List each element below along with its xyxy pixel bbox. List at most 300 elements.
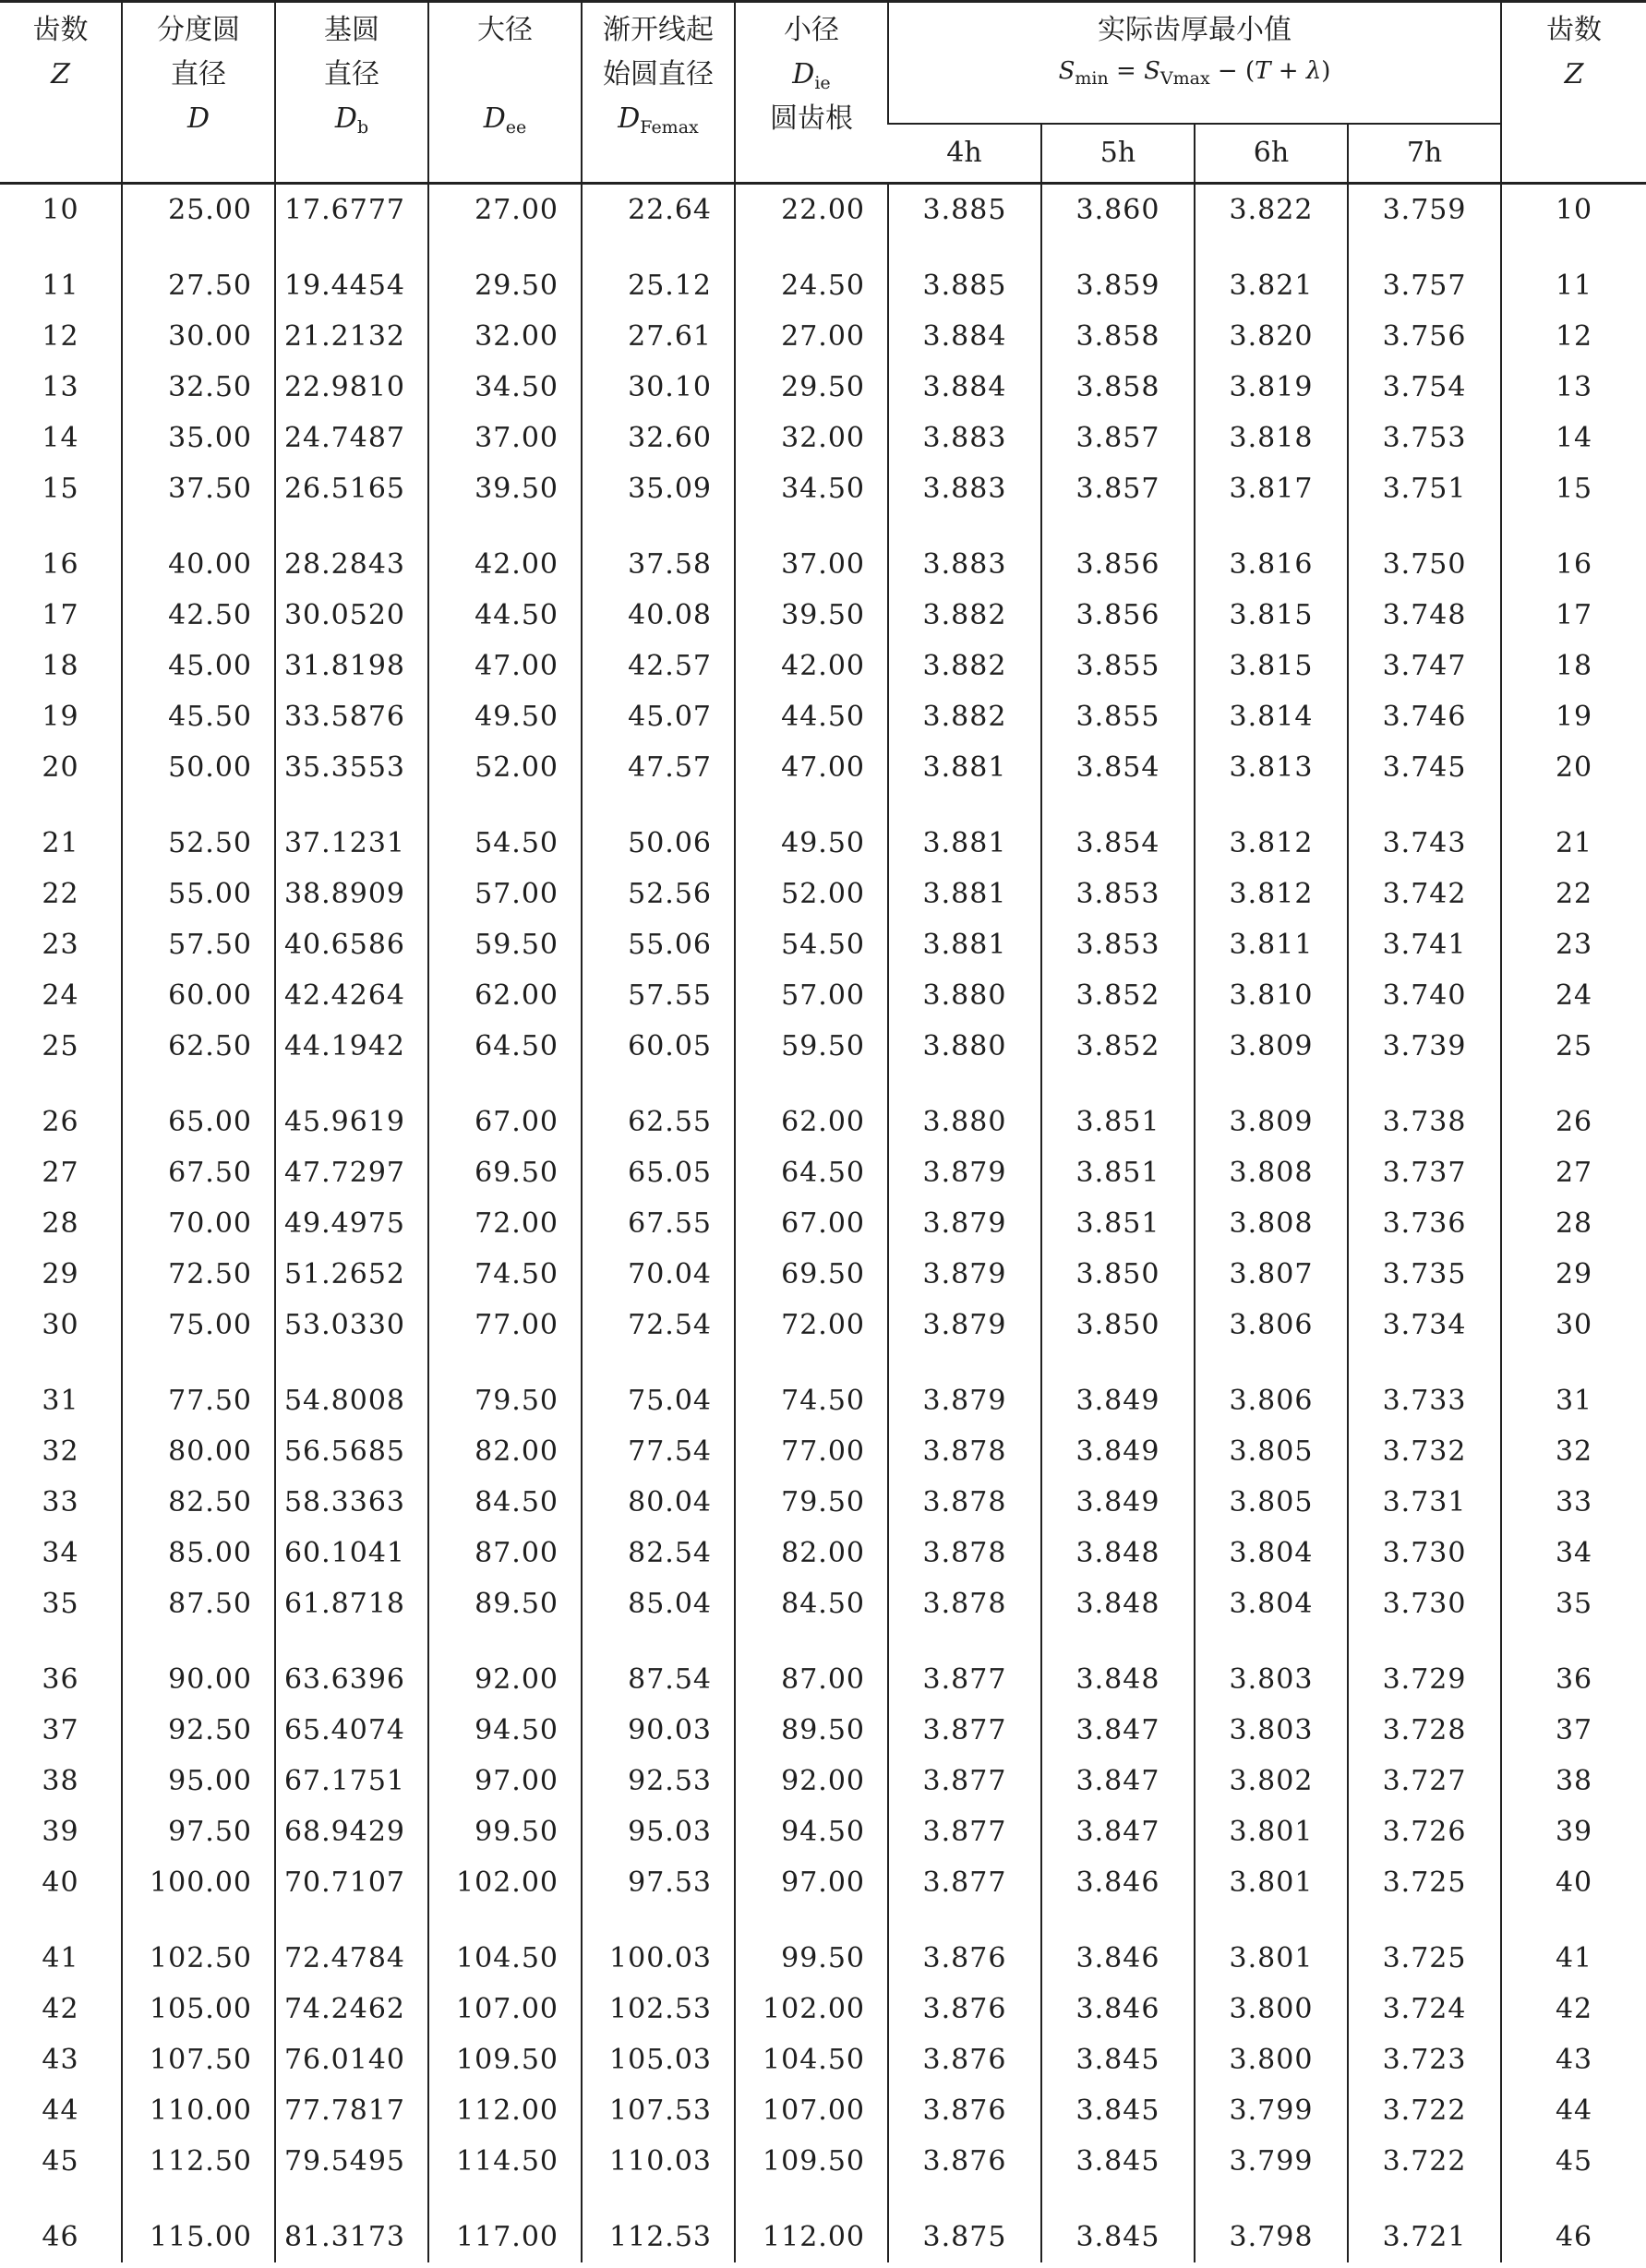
cell-pitch-diameter: 30.00 [122,311,275,362]
cell-smin-7h: 3.738 [1348,1072,1501,1147]
cell-teeth-count: 40 [42,1866,79,1899]
cell-smin-5h: 3.849 [1041,1477,1195,1528]
cell-pitch-diameter: 52.50 [122,793,275,869]
cell-involute-start-diameter: 45.07 [582,691,735,742]
cell-pitch-diameter: 32.50 [122,362,275,413]
cell-smin-7h: 3.742 [1348,869,1501,919]
cell-major-diameter: 99.50 [428,1806,582,1857]
cell-smin-6h: 3.805 [1195,1477,1348,1528]
cell-major-diameter: 29.50 [428,235,582,311]
cell-major-diameter: 64.50 [428,1021,582,1072]
cell-smin-6h: 3.812 [1195,793,1348,869]
cell-smin-4h: 3.877 [888,1806,1041,1857]
cell-teeth-count-right: 23 [1501,919,1646,970]
cell-major-diameter: 39.50 [428,463,582,514]
cell-pitch-diameter: 115.00 [122,2187,275,2262]
cell-smin-7h: 3.753 [1348,413,1501,463]
cell-teeth-count: 27 [42,1157,79,1189]
cell-base-diameter: 65.4074 [275,1705,428,1756]
cell-smin-6h: 3.801 [1195,1908,1348,1984]
cell-pitch-diameter: 27.50 [122,235,275,311]
cell-smin-7h: 3.729 [1348,1629,1501,1705]
table-row [0,970,1646,1021]
cell-involute-start-diameter: 52.56 [582,869,735,919]
cell-teeth-count-right: 34 [1501,1528,1646,1578]
cell-minor-diameter: 22.00 [735,184,888,236]
cell-teeth-count-right: 33 [1501,1477,1646,1528]
cell-pitch-diameter: 112.50 [122,2136,275,2187]
cell-teeth-count-right: 18 [1501,641,1646,691]
table-row [0,1300,1646,1350]
cell-smin-6h: 3.806 [1195,1300,1348,1350]
header-involute-start-diameter: 渐开线起 始圆直径 $D_{Femax}$ [582,2,735,184]
cell-smin-6h: 3.799 [1195,2136,1348,2187]
cell-smin-6h: 3.803 [1195,1629,1348,1705]
cell-major-diameter: 47.00 [428,641,582,691]
cell-smin-6h: 3.809 [1195,1072,1348,1147]
cell-minor-diameter: 84.50 [735,1578,888,1629]
cell-smin-7h: 3.740 [1348,970,1501,1021]
cell-teeth-count-right: 37 [1501,1705,1646,1756]
cell-minor-diameter: 47.00 [735,742,888,793]
table-row [0,1477,1646,1528]
cell-teeth-count-right: 31 [1501,1350,1646,1426]
cell-teeth-count: 42 [42,1993,79,2025]
cell-smin-5h: 3.845 [1041,2085,1195,2136]
cell-pitch-diameter: 85.00 [122,1528,275,1578]
cell-smin-5h: 3.847 [1041,1756,1195,1806]
cell-smin-4h: 3.881 [888,869,1041,919]
cell-smin-6h: 3.816 [1195,514,1348,590]
cell-smin-4h: 3.876 [888,2034,1041,2085]
table-row [0,311,1646,362]
cell-teeth-count-right: 13 [1501,362,1646,413]
cell-base-diameter: 56.5685 [275,1426,428,1477]
cell-smin-6h: 3.807 [1195,1249,1348,1300]
cell-smin-4h: 3.881 [888,919,1041,970]
table-row [0,2034,1646,2085]
cell-smin-5h: 3.859 [1041,235,1195,311]
cell-major-diameter: 49.50 [428,691,582,742]
cell-smin-7h: 3.739 [1348,1021,1501,1072]
cell-base-diameter: 30.0520 [275,590,428,641]
cell-minor-diameter: 94.50 [735,1806,888,1857]
cell-involute-start-diameter: 97.53 [582,1857,735,1908]
cell-teeth-count: 14 [42,422,79,454]
cell-pitch-diameter: 67.50 [122,1147,275,1198]
cell-involute-start-diameter: 37.58 [582,514,735,590]
cell-smin-7h: 3.725 [1348,1857,1501,1908]
cell-smin-5h: 3.849 [1041,1426,1195,1477]
cell-base-diameter: 22.9810 [275,362,428,413]
table-row [0,1350,1646,1426]
cell-involute-start-diameter: 42.57 [582,641,735,691]
cell-teeth-count-right: 26 [1501,1072,1646,1147]
cell-major-diameter: 37.00 [428,413,582,463]
cell-teeth-count-right: 36 [1501,1629,1646,1705]
cell-major-diameter: 84.50 [428,1477,582,1528]
cell-smin-4h: 3.877 [888,1756,1041,1806]
cell-teeth-count: 22 [42,878,79,910]
cell-minor-diameter: 107.00 [735,2085,888,2136]
cell-smin-4h: 3.882 [888,590,1041,641]
cell-minor-diameter: 89.50 [735,1705,888,1756]
cell-smin-5h: 3.846 [1041,1984,1195,2034]
cell-base-diameter: 61.8718 [275,1578,428,1629]
cell-smin-4h: 3.883 [888,463,1041,514]
cell-major-diameter: 27.00 [428,184,582,236]
cell-base-diameter: 67.1751 [275,1756,428,1806]
cell-smin-6h: 3.799 [1195,2085,1348,2136]
cell-involute-start-diameter: 57.55 [582,970,735,1021]
cell-teeth-count: 37 [42,1714,79,1746]
cell-minor-diameter: 27.00 [735,311,888,362]
cell-base-diameter: 45.9619 [275,1072,428,1147]
cell-teeth-count-right: 29 [1501,1249,1646,1300]
cell-teeth-count: 18 [42,650,79,682]
cell-smin-5h: 3.846 [1041,1857,1195,1908]
cell-teeth-count: 16 [42,548,79,581]
cell-teeth-count-right: 32 [1501,1426,1646,1477]
cell-minor-diameter: 79.50 [735,1477,888,1528]
cell-minor-diameter: 24.50 [735,235,888,311]
table-row [0,514,1646,590]
cell-smin-4h: 3.878 [888,1578,1041,1629]
cell-base-diameter: 60.1041 [275,1528,428,1578]
cell-minor-diameter: 42.00 [735,641,888,691]
cell-pitch-diameter: 95.00 [122,1756,275,1806]
cell-pitch-diameter: 75.00 [122,1300,275,1350]
cell-involute-start-diameter: 107.53 [582,2085,735,2136]
table-row [0,793,1646,869]
cell-smin-4h: 3.880 [888,1021,1041,1072]
table-row [0,1072,1646,1147]
cell-pitch-diameter: 50.00 [122,742,275,793]
cell-smin-5h: 3.858 [1041,311,1195,362]
cell-pitch-diameter: 72.50 [122,1249,275,1300]
cell-base-diameter: 21.2132 [275,311,428,362]
cell-smin-5h: 3.853 [1041,919,1195,970]
cell-minor-diameter: 52.00 [735,869,888,919]
cell-smin-4h: 3.877 [888,1705,1041,1756]
cell-base-diameter: 77.7817 [275,2085,428,2136]
cell-teeth-count-right: 28 [1501,1198,1646,1249]
cell-smin-4h: 3.879 [888,1350,1041,1426]
cell-involute-start-diameter: 105.03 [582,2034,735,2085]
table-row [0,1629,1646,1705]
cell-teeth-count: 38 [42,1765,79,1797]
cell-major-diameter: 107.00 [428,1984,582,2034]
cell-base-diameter: 35.3553 [275,742,428,793]
cell-involute-start-diameter: 47.57 [582,742,735,793]
cell-base-diameter: 37.1231 [275,793,428,869]
cell-teeth-count-right: 15 [1501,463,1646,514]
cell-pitch-diameter: 42.50 [122,590,275,641]
cell-teeth-count: 43 [42,2044,79,2076]
cell-smin-5h: 3.851 [1041,1147,1195,1198]
cell-base-diameter: 28.2843 [275,514,428,590]
table-row [0,1857,1646,1908]
cell-teeth-count-right: 42 [1501,1984,1646,2034]
cell-smin-5h: 3.852 [1041,1021,1195,1072]
cell-smin-7h: 3.733 [1348,1350,1501,1426]
cell-pitch-diameter: 107.50 [122,2034,275,2085]
cell-smin-4h: 3.877 [888,1629,1041,1705]
cell-pitch-diameter: 110.00 [122,2085,275,2136]
cell-involute-start-diameter: 65.05 [582,1147,735,1198]
cell-minor-diameter: 37.00 [735,514,888,590]
cell-minor-diameter: 104.50 [735,2034,888,2085]
cell-teeth-count-right: 19 [1501,691,1646,742]
table-row [0,691,1646,742]
cell-involute-start-diameter: 27.61 [582,311,735,362]
cell-base-diameter: 38.8909 [275,869,428,919]
table-row [0,184,1646,236]
cell-teeth-count-right: 45 [1501,2136,1646,2187]
cell-smin-4h: 3.884 [888,362,1041,413]
cell-pitch-diameter: 90.00 [122,1629,275,1705]
cell-smin-5h: 3.845 [1041,2034,1195,2085]
cell-involute-start-diameter: 100.03 [582,1908,735,1984]
cell-base-diameter: 70.7107 [275,1857,428,1908]
cell-pitch-diameter: 65.00 [122,1072,275,1147]
cell-smin-5h: 3.857 [1041,463,1195,514]
cell-smin-5h: 3.846 [1041,1908,1195,1984]
header-minor-diameter: 小径 $D_{ie}$ 圆齿根 [735,2,888,184]
cell-smin-5h: 3.851 [1041,1072,1195,1147]
cell-smin-4h: 3.876 [888,1908,1041,1984]
cell-major-diameter: 79.50 [428,1350,582,1426]
cell-smin-5h: 3.848 [1041,1528,1195,1578]
cell-base-diameter: 53.0330 [275,1300,428,1350]
cell-pitch-diameter: 55.00 [122,869,275,919]
cell-smin-7h: 3.727 [1348,1756,1501,1806]
cell-major-diameter: 112.00 [428,2085,582,2136]
cell-teeth-count: 30 [42,1309,79,1341]
cell-smin-4h: 3.881 [888,742,1041,793]
cell-pitch-diameter: 92.50 [122,1705,275,1756]
cell-major-diameter: 94.50 [428,1705,582,1756]
table-row [0,590,1646,641]
table-row [0,1806,1646,1857]
cell-smin-6h: 3.804 [1195,1528,1348,1578]
cell-smin-5h: 3.850 [1041,1249,1195,1300]
cell-smin-7h: 3.722 [1348,2085,1501,2136]
cell-pitch-diameter: 62.50 [122,1021,275,1072]
cell-teeth-count-right: 10 [1501,184,1646,236]
cell-smin-4h: 3.879 [888,1300,1041,1350]
cell-pitch-diameter: 102.50 [122,1908,275,1984]
table-row [0,2085,1646,2136]
cell-minor-diameter: 97.00 [735,1857,888,1908]
cell-involute-start-diameter: 70.04 [582,1249,735,1300]
cell-smin-4h: 3.885 [888,184,1041,236]
cell-major-diameter: 67.00 [428,1072,582,1147]
cell-teeth-count-right: 24 [1501,970,1646,1021]
cell-smin-6h: 3.808 [1195,1147,1348,1198]
cell-teeth-count: 45 [42,2145,79,2178]
table-row [0,413,1646,463]
cell-smin-6h: 3.800 [1195,1984,1348,2034]
cell-pitch-diameter: 45.50 [122,691,275,742]
cell-pitch-diameter: 60.00 [122,970,275,1021]
cell-base-diameter: 54.8008 [275,1350,428,1426]
cell-base-diameter: 68.9429 [275,1806,428,1857]
cell-pitch-diameter: 57.50 [122,919,275,970]
table-row [0,463,1646,514]
cell-teeth-count: 12 [42,320,79,353]
cell-teeth-count: 15 [42,473,79,505]
cell-smin-5h: 3.852 [1041,970,1195,1021]
cell-teeth-count-right: 21 [1501,793,1646,869]
cell-minor-diameter: 32.00 [735,413,888,463]
cell-smin-4h: 3.880 [888,1072,1041,1147]
cell-teeth-count-right: 38 [1501,1756,1646,1806]
cell-teeth-count-right: 41 [1501,1908,1646,1984]
cell-smin-7h: 3.741 [1348,919,1501,970]
cell-minor-diameter: 29.50 [735,362,888,413]
table-header [0,2,1646,184]
cell-smin-6h: 3.820 [1195,311,1348,362]
cell-base-diameter: 47.7297 [275,1147,428,1198]
cell-minor-diameter: 69.50 [735,1249,888,1300]
cell-teeth-count: 13 [42,371,79,403]
cell-involute-start-diameter: 90.03 [582,1705,735,1756]
cell-major-diameter: 109.50 [428,2034,582,2085]
cell-major-diameter: 72.00 [428,1198,582,1249]
cell-base-diameter: 33.5876 [275,691,428,742]
cell-smin-4h: 3.879 [888,1198,1041,1249]
cell-minor-diameter: 59.50 [735,1021,888,1072]
table-row [0,1705,1646,1756]
header-grade-4h: 4h [888,124,1041,184]
header-grade-6h: 6h [1195,124,1348,184]
cell-smin-4h: 3.876 [888,2136,1041,2187]
cell-major-diameter: 62.00 [428,970,582,1021]
cell-teeth-count: 20 [42,751,79,784]
cell-smin-7h: 3.743 [1348,793,1501,869]
cell-pitch-diameter: 37.50 [122,463,275,514]
cell-base-diameter: 63.6396 [275,1629,428,1705]
cell-minor-diameter: 67.00 [735,1198,888,1249]
cell-involute-start-diameter: 85.04 [582,1578,735,1629]
cell-smin-5h: 3.860 [1041,184,1195,236]
cell-smin-4h: 3.883 [888,413,1041,463]
cell-smin-4h: 3.878 [888,1528,1041,1578]
cell-smin-6h: 3.809 [1195,1021,1348,1072]
cell-smin-5h: 3.845 [1041,2187,1195,2262]
cell-smin-5h: 3.857 [1041,413,1195,463]
cell-teeth-count-right: 16 [1501,514,1646,590]
cell-teeth-count: 23 [42,929,79,961]
cell-smin-6h: 3.818 [1195,413,1348,463]
cell-base-diameter: 17.6777 [275,184,428,236]
cell-smin-4h: 3.882 [888,691,1041,742]
cell-smin-5h: 3.854 [1041,742,1195,793]
cell-major-diameter: 57.00 [428,869,582,919]
cell-teeth-count: 46 [42,2221,79,2253]
cell-smin-5h: 3.847 [1041,1806,1195,1857]
cell-teeth-count: 25 [42,1030,79,1062]
table-row [0,742,1646,793]
table-row [0,362,1646,413]
cell-teeth-count-right: 20 [1501,742,1646,793]
table-row [0,1578,1646,1629]
cell-smin-7h: 3.748 [1348,590,1501,641]
cell-smin-7h: 3.731 [1348,1477,1501,1528]
cell-smin-4h: 3.883 [888,514,1041,590]
cell-teeth-count: 21 [42,827,79,859]
cell-major-diameter: 69.50 [428,1147,582,1198]
table-row [0,1426,1646,1477]
cell-teeth-count-right: 30 [1501,1300,1646,1350]
table-row [0,1198,1646,1249]
cell-smin-7h: 3.756 [1348,311,1501,362]
header-pitch-diameter: 分度圆 直径 D [122,2,275,184]
cell-teeth-count-right: 12 [1501,311,1646,362]
cell-smin-7h: 3.745 [1348,742,1501,793]
cell-smin-5h: 3.850 [1041,1300,1195,1350]
cell-teeth-count: 17 [42,599,79,631]
cell-pitch-diameter: 80.00 [122,1426,275,1477]
cell-smin-5h: 3.849 [1041,1350,1195,1426]
cell-minor-diameter: 62.00 [735,1072,888,1147]
cell-smin-7h: 3.735 [1348,1249,1501,1300]
cell-minor-diameter: 82.00 [735,1528,888,1578]
cell-teeth-count: 39 [42,1816,79,1848]
cell-pitch-diameter: 87.50 [122,1578,275,1629]
cell-smin-7h: 3.726 [1348,1806,1501,1857]
cell-base-diameter: 76.0140 [275,2034,428,2085]
cell-base-diameter: 79.5495 [275,2136,428,2187]
cell-minor-diameter: 102.00 [735,1984,888,2034]
cell-base-diameter: 24.7487 [275,413,428,463]
cell-smin-5h: 3.847 [1041,1705,1195,1756]
header-major-diameter: 大径 $D_{ee}$ [428,2,582,184]
table-row [0,2136,1646,2187]
cell-teeth-count: 10 [42,194,79,226]
cell-smin-7h: 3.730 [1348,1528,1501,1578]
table-row [0,235,1646,311]
cell-involute-start-diameter: 32.60 [582,413,735,463]
cell-smin-6h: 3.806 [1195,1350,1348,1426]
cell-smin-4h: 3.879 [888,1249,1041,1300]
cell-smin-7h: 3.737 [1348,1147,1501,1198]
cell-smin-6h: 3.813 [1195,742,1348,793]
cell-major-diameter: 59.50 [428,919,582,970]
cell-minor-diameter: 109.50 [735,2136,888,2187]
cell-smin-6h: 3.805 [1195,1426,1348,1477]
cell-minor-diameter: 34.50 [735,463,888,514]
cell-smin-7h: 3.751 [1348,463,1501,514]
cell-smin-6h: 3.815 [1195,641,1348,691]
cell-smin-6h: 3.803 [1195,1705,1348,1756]
cell-minor-diameter: 77.00 [735,1426,888,1477]
cell-teeth-count-right: 46 [1501,2187,1646,2262]
cell-base-diameter: 42.4264 [275,970,428,1021]
cell-smin-5h: 3.856 [1041,590,1195,641]
cell-major-diameter: 87.00 [428,1528,582,1578]
cell-base-diameter: 81.3173 [275,2187,428,2262]
cell-teeth-count-right: 25 [1501,1021,1646,1072]
cell-major-diameter: 74.50 [428,1249,582,1300]
cell-teeth-count: 24 [42,979,79,1012]
cell-smin-4h: 3.881 [888,793,1041,869]
cell-smin-7h: 3.746 [1348,691,1501,742]
cell-smin-5h: 3.856 [1041,514,1195,590]
cell-teeth-count-right: 22 [1501,869,1646,919]
cell-smin-6h: 3.810 [1195,970,1348,1021]
